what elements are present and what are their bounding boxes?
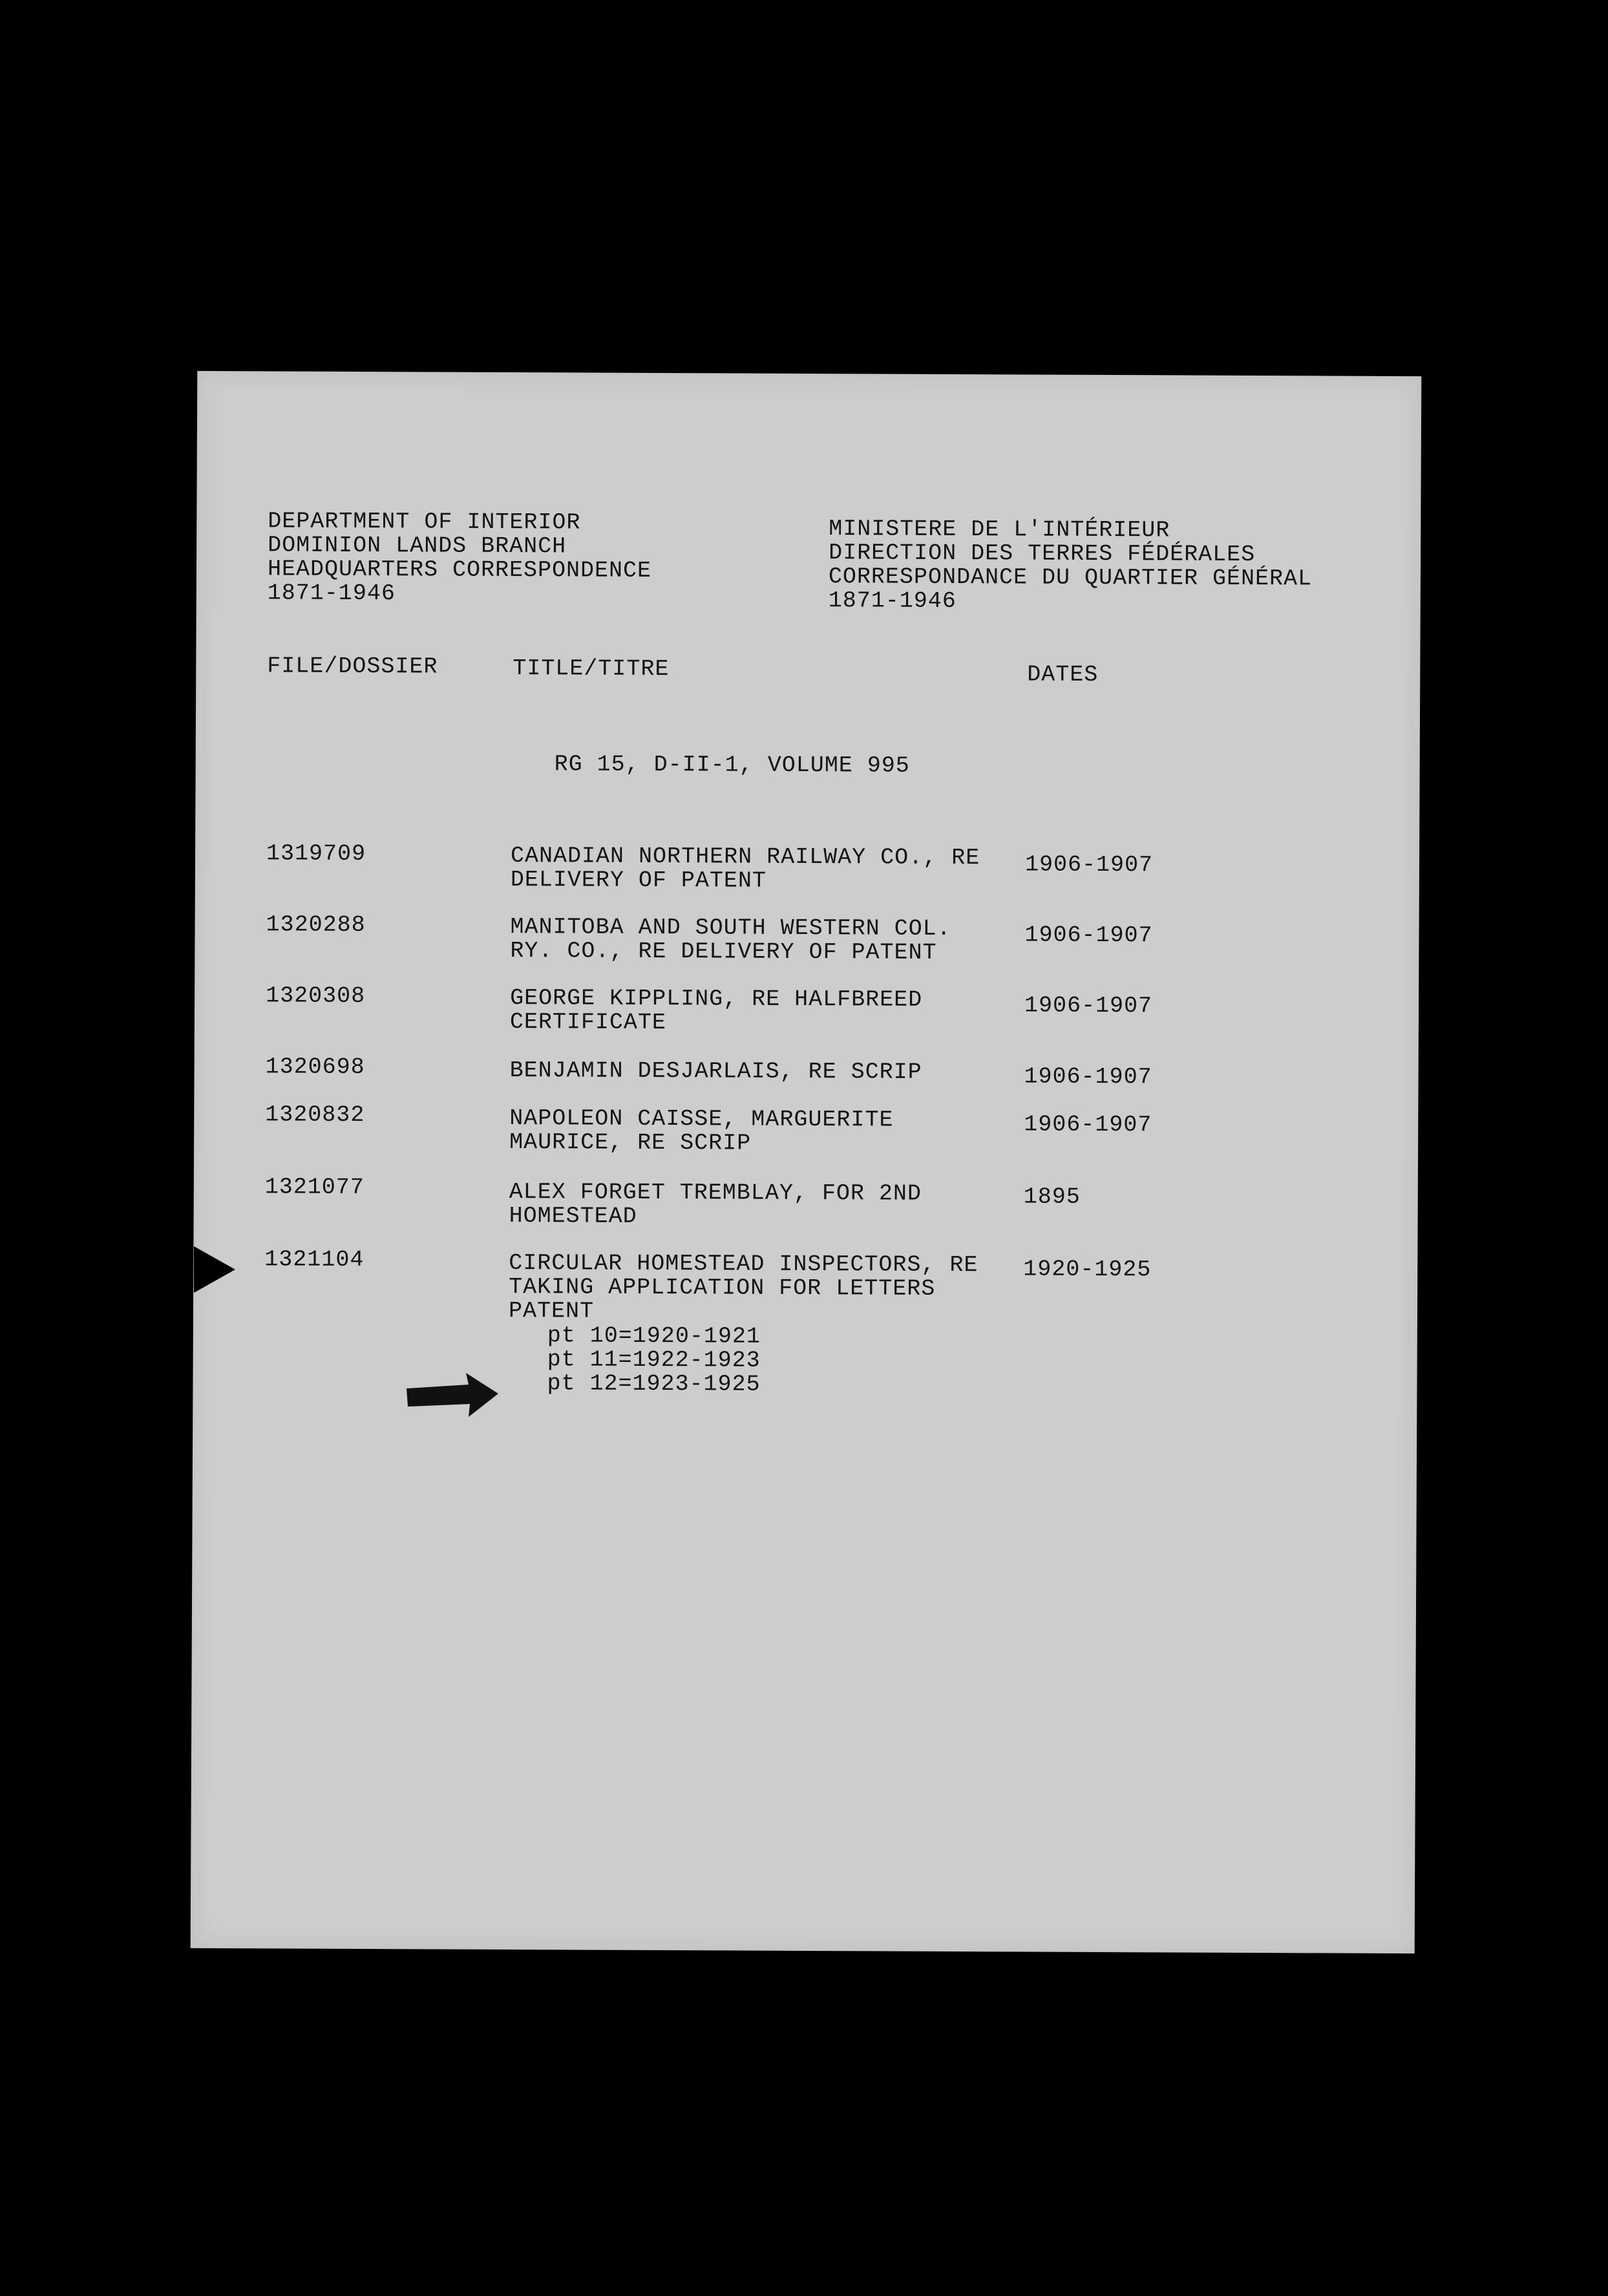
table-row xyxy=(264,1248,364,1272)
header-en-line1: DEPARTMENT OF INTERIOR xyxy=(268,508,581,536)
column-header-file: FILE/DOSSIER xyxy=(267,653,438,680)
row-title-line2: TAKING APPLICATION FOR LETTERS xyxy=(509,1273,936,1302)
document-page xyxy=(191,371,1422,1953)
part-item: pt 10=1920-1921 xyxy=(547,1323,761,1350)
row-file-number: 1321104 xyxy=(264,1246,365,1273)
row-title-line2: CERTIFICATE xyxy=(509,1008,667,1036)
volume-heading: RG 15, D-II-1, VOLUME 995 xyxy=(554,751,910,779)
row-dates: 1906-1907 xyxy=(1024,851,1154,878)
table-row xyxy=(265,1103,365,1127)
arrow-right-icon xyxy=(404,1369,501,1421)
column-header-title: TITLE/TITRE xyxy=(513,655,670,683)
row-file-number: 1320698 xyxy=(265,1054,365,1081)
table-row xyxy=(266,984,365,1008)
row-title-line1: GEORGE KIPPLING, RE HALFBREED xyxy=(510,984,923,1013)
row-title-line1: CIRCULAR HOMESTEAD INSPECTORS, RE xyxy=(509,1249,979,1279)
row-title-line2: DELIVERY OF PATENT xyxy=(510,867,767,894)
row-title-line2: MAURICE, RE SCRIP xyxy=(509,1129,752,1156)
table-row xyxy=(266,1055,365,1079)
row-title xyxy=(510,915,951,965)
column-header-dates: DATES xyxy=(1027,661,1099,688)
header-fr-line4: 1871-1946 xyxy=(828,588,957,615)
row-title-line1: MANITOBA AND SOUTH WESTERN COL. xyxy=(510,914,951,942)
row-file-number: 1320832 xyxy=(265,1101,365,1129)
header-fr-line1: MINISTERE DE L'INTÉRIEUR xyxy=(829,516,1170,544)
row-title xyxy=(509,1251,979,1325)
page-tab-marker xyxy=(194,1246,235,1293)
row-dates: 1906-1907 xyxy=(1024,922,1153,949)
table-row xyxy=(266,913,366,937)
row-dates: 1906-1907 xyxy=(1024,992,1153,1019)
part-item: pt 12=1923-1925 xyxy=(547,1370,761,1398)
header-fr-line3: CORRESPONDANCE DU QUARTIER GÉNÉRAL xyxy=(828,564,1313,592)
row-title-line3: PATENT xyxy=(508,1297,595,1324)
row-title-line1: CANADIAN NORTHERN RAILWAY CO., RE xyxy=(510,843,980,871)
table-row xyxy=(265,1175,365,1200)
row-dates: 1920-1925 xyxy=(1023,1256,1152,1283)
part-item: pt 11=1922-1923 xyxy=(547,1346,761,1374)
row-dates: 1906-1907 xyxy=(1024,1111,1152,1138)
row-file-number: 1320288 xyxy=(266,911,366,939)
header-en-line4: 1871-1946 xyxy=(267,580,396,607)
row-title xyxy=(510,986,922,1036)
row-title xyxy=(509,1107,893,1156)
row-title-line2: HOMESTEAD xyxy=(509,1202,637,1229)
row-title-line1: BENJAMIN DESJARLAIS, RE SCRIP xyxy=(509,1057,922,1085)
header-en-line2: DOMINION LANDS BRANCH xyxy=(268,532,567,560)
header-en-line3: HEADQUARTERS CORRESPONDENCE xyxy=(267,556,652,584)
row-title-line2: RY. CO., RE DELIVERY OF PATENT xyxy=(510,938,937,966)
row-dates: 1895 xyxy=(1023,1184,1081,1210)
row-title xyxy=(510,1059,922,1085)
header-fr-line2: DIRECTION DES TERRES FÉDÉRALES xyxy=(829,540,1256,568)
table-row xyxy=(266,842,366,866)
row-file-number: 1321077 xyxy=(264,1174,365,1201)
row-title-line1: NAPOLEON CAISSE, MARGUERITE xyxy=(509,1105,894,1133)
row-parts-list xyxy=(547,1324,761,1396)
row-title xyxy=(509,1180,922,1230)
row-title xyxy=(511,844,980,894)
row-dates: 1906-1907 xyxy=(1024,1063,1152,1090)
row-file-number: 1319709 xyxy=(266,840,366,867)
row-title-line1: ALEX FORGET TREMBLAY, FOR 2ND xyxy=(509,1178,922,1207)
row-file-number: 1320308 xyxy=(266,983,366,1010)
